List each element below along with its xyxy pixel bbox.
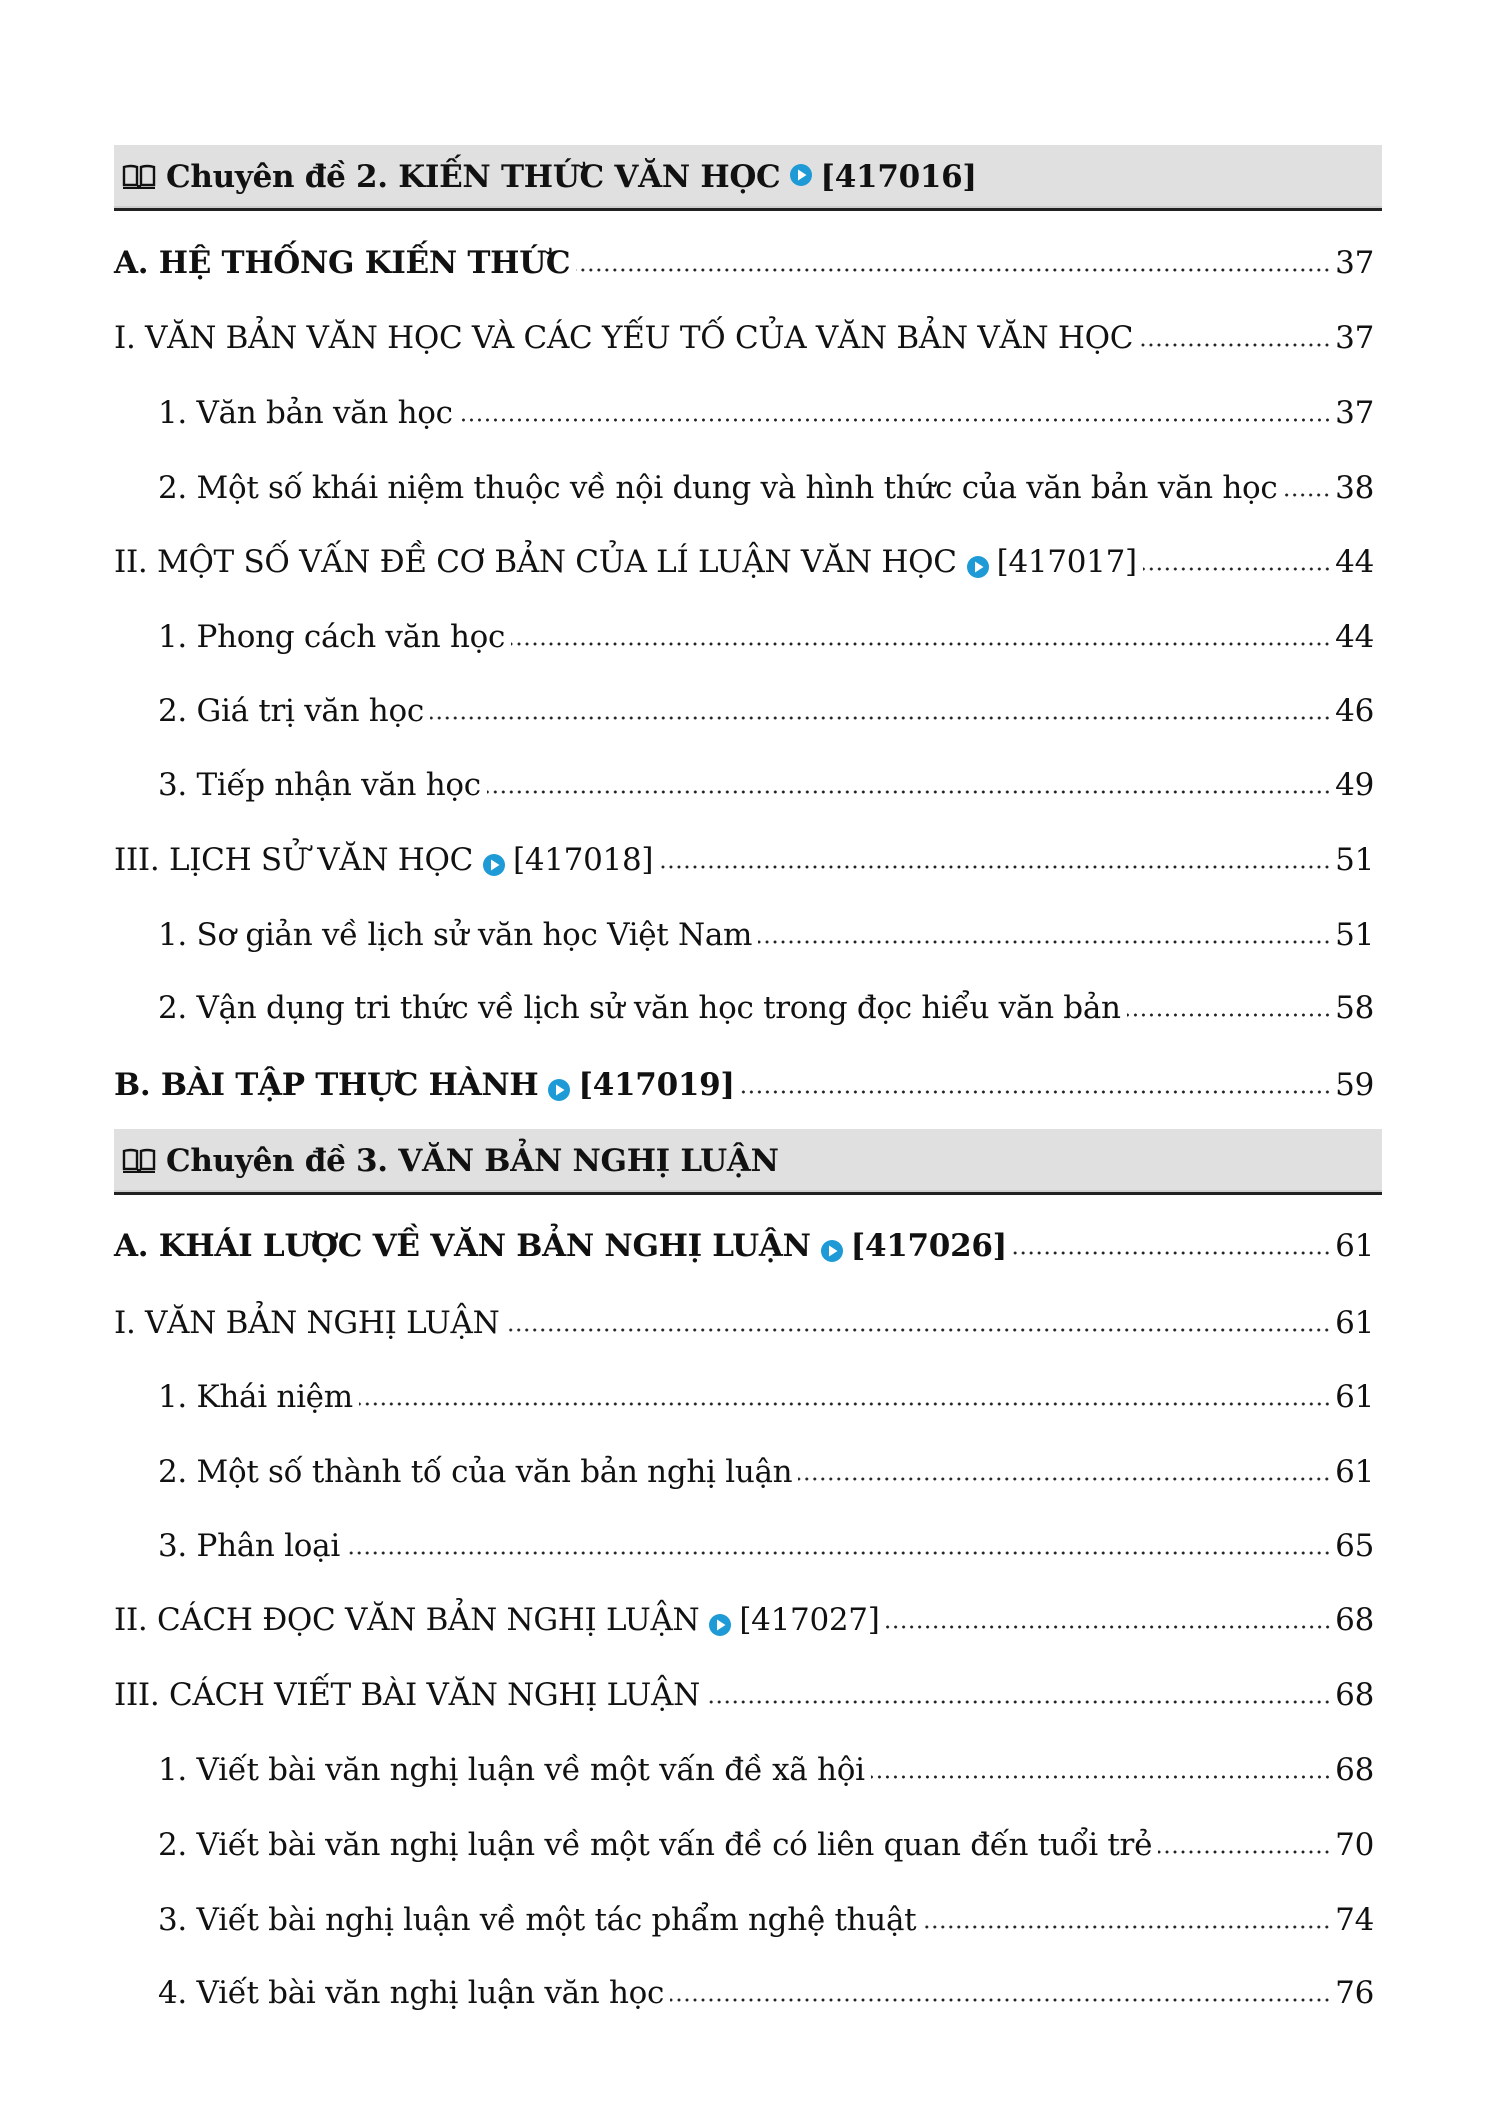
chapter-id[interactable]: [417016] bbox=[820, 158, 977, 195]
toc-entry[interactable] bbox=[158, 759, 1374, 803]
entry-label: 1. Văn bản văn học bbox=[158, 395, 453, 431]
entry-label: 1. Phong cách văn học bbox=[158, 619, 506, 655]
page-number: 61 bbox=[1335, 1305, 1374, 1341]
chapter-header[interactable] bbox=[114, 1129, 1382, 1195]
page-number: 49 bbox=[1335, 767, 1374, 803]
page-number: 68 bbox=[1335, 1602, 1374, 1638]
toc-entry[interactable] bbox=[158, 1520, 1374, 1564]
entry-label: I. VĂN BẢN NGHỊ LUẬN bbox=[114, 1305, 500, 1341]
play-video-icon[interactable] bbox=[967, 556, 989, 578]
dot-leader bbox=[459, 418, 1331, 422]
entry-label: II. CÁCH ĐỌC VĂN BẢN NGHỊ LUẬN bbox=[114, 1602, 700, 1638]
toc-entry[interactable] bbox=[114, 1669, 1374, 1713]
page-number: 44 bbox=[1335, 619, 1374, 655]
toc-entry[interactable] bbox=[158, 1819, 1374, 1863]
toc-entry[interactable] bbox=[114, 834, 1374, 878]
play-video-icon[interactable] bbox=[483, 854, 505, 876]
toc-entry[interactable] bbox=[158, 909, 1374, 953]
entry-label: 2. Viết bài văn nghị luận về một vấn đề có liên quan đến tuổi trẻ bbox=[158, 1827, 1153, 1863]
toc-entry[interactable] bbox=[158, 611, 1374, 655]
dot-leader bbox=[758, 940, 1331, 944]
chapter-title: Chuyên đề 3. VĂN BẢN NGHỊ LUẬN bbox=[166, 1142, 779, 1179]
entry-label: 2. Giá trị văn học bbox=[158, 693, 424, 729]
page-number: 51 bbox=[1335, 917, 1374, 953]
entry-id[interactable]: [417019] bbox=[578, 1067, 735, 1103]
dot-leader bbox=[798, 1477, 1331, 1481]
entry-label: A. HỆ THỐNG KIẾN THỨC bbox=[114, 245, 571, 281]
entry-id[interactable]: [417017] bbox=[996, 544, 1137, 580]
entry-label: II. MỘT SỐ VẤN ĐỀ CƠ BẢN CỦA LÍ LUẬN VĂN HỌC bbox=[114, 544, 957, 580]
page-number: 61 bbox=[1335, 1228, 1374, 1264]
page-number: 59 bbox=[1335, 1067, 1374, 1103]
entry-label: 3. Phân loại bbox=[158, 1528, 340, 1564]
page-number: 68 bbox=[1335, 1677, 1374, 1713]
entry-label: 1. Sơ giản về lịch sử văn học Việt Nam bbox=[158, 917, 753, 953]
page-number: 37 bbox=[1335, 245, 1374, 281]
page-number: 68 bbox=[1335, 1752, 1374, 1788]
page-number: 65 bbox=[1335, 1528, 1374, 1564]
page-number: 76 bbox=[1335, 1975, 1374, 2011]
book-icon bbox=[122, 164, 156, 190]
entry-label: III. CÁCH VIẾT BÀI VĂN NGHỊ LUẬN bbox=[114, 1677, 700, 1713]
dot-leader bbox=[871, 1775, 1331, 1779]
play-video-icon[interactable] bbox=[790, 164, 812, 186]
dot-leader bbox=[1143, 567, 1331, 571]
entry-label: 2. Một số khái niệm thuộc về nội dung và hình thức của văn bản văn học bbox=[158, 470, 1278, 506]
dot-leader bbox=[1158, 1850, 1331, 1854]
entry-label: 2. Một số thành tố của văn bản nghị luận bbox=[158, 1454, 793, 1490]
entry-id[interactable]: [417027] bbox=[739, 1602, 880, 1638]
dot-leader bbox=[922, 1925, 1331, 1929]
page-number: 37 bbox=[1335, 395, 1374, 431]
toc-entry[interactable] bbox=[114, 536, 1374, 580]
dot-leader bbox=[359, 1402, 1331, 1406]
toc-entry[interactable] bbox=[158, 462, 1374, 506]
toc-entry[interactable] bbox=[114, 1297, 1374, 1341]
toc-entry[interactable] bbox=[158, 1894, 1374, 1938]
dot-leader bbox=[430, 716, 1331, 720]
page-number: 37 bbox=[1335, 320, 1374, 356]
page-number: 70 bbox=[1335, 1827, 1374, 1863]
play-video-icon[interactable] bbox=[821, 1240, 843, 1262]
toc-entry[interactable] bbox=[114, 1220, 1374, 1264]
play-video-icon[interactable] bbox=[548, 1079, 570, 1101]
dot-leader bbox=[706, 1700, 1331, 1704]
book-icon bbox=[122, 1148, 156, 1174]
play-video-icon[interactable] bbox=[709, 1614, 731, 1636]
toc-entry[interactable] bbox=[158, 982, 1374, 1026]
dot-leader bbox=[1283, 493, 1331, 497]
dot-leader bbox=[487, 790, 1331, 794]
toc-entry[interactable] bbox=[114, 237, 1374, 281]
page-number: 44 bbox=[1335, 544, 1374, 580]
entry-label: B. BÀI TẬP THỰC HÀNH bbox=[114, 1067, 539, 1103]
entry-label: 3. Tiếp nhận văn học bbox=[158, 767, 481, 803]
chapter-title: Chuyên đề 2. KIẾN THỨC VĂN HỌC bbox=[166, 158, 781, 195]
toc-entry[interactable] bbox=[158, 685, 1374, 729]
entry-label: I. VĂN BẢN VĂN HỌC VÀ CÁC YẾU TỐ CỦA VĂN BẢN VĂN HỌC bbox=[114, 320, 1134, 356]
entry-label: A. KHÁI LƯỢC VỀ VĂN BẢN NGHỊ LUẬN bbox=[114, 1228, 811, 1264]
dot-leader bbox=[1127, 1013, 1331, 1017]
dot-leader bbox=[1013, 1251, 1331, 1255]
chapter-header[interactable] bbox=[114, 145, 1382, 211]
dot-leader bbox=[670, 1998, 1331, 2002]
dot-leader bbox=[346, 1551, 1331, 1555]
entry-label: III. LỊCH SỬ VĂN HỌC bbox=[114, 842, 474, 878]
toc-entry[interactable] bbox=[114, 1594, 1374, 1638]
toc-entry[interactable] bbox=[114, 1059, 1374, 1103]
page-number: 61 bbox=[1335, 1379, 1374, 1415]
entry-label: 2. Vận dụng tri thức về lịch sử văn học trong đọc hiểu văn bản bbox=[158, 990, 1121, 1026]
dot-leader bbox=[741, 1090, 1331, 1094]
entry-id[interactable]: [417018] bbox=[513, 842, 654, 878]
toc-entry[interactable] bbox=[158, 387, 1374, 431]
dot-leader bbox=[886, 1625, 1332, 1629]
dot-leader bbox=[511, 642, 1331, 646]
entry-label: 4. Viết bài văn nghị luận văn học bbox=[158, 1975, 665, 2011]
toc-entry[interactable] bbox=[114, 312, 1374, 356]
entry-id[interactable]: [417026] bbox=[850, 1228, 1007, 1264]
dot-leader bbox=[1139, 343, 1331, 347]
page-number: 38 bbox=[1335, 470, 1374, 506]
page-number: 51 bbox=[1335, 842, 1374, 878]
dot-leader bbox=[505, 1328, 1331, 1332]
toc-entry[interactable] bbox=[158, 1744, 1374, 1788]
toc-entry[interactable] bbox=[158, 1371, 1374, 1415]
dot-leader bbox=[659, 865, 1331, 869]
entry-label: 3. Viết bài nghị luận về một tác phẩm nghệ thuật bbox=[158, 1902, 917, 1938]
page-number: 74 bbox=[1335, 1902, 1374, 1938]
entry-label: 1. Viết bài văn nghị luận về một vấn đề xã hội bbox=[158, 1752, 865, 1788]
toc-entry[interactable] bbox=[158, 1446, 1374, 1490]
page-number: 58 bbox=[1335, 990, 1374, 1026]
page-number: 61 bbox=[1335, 1454, 1374, 1490]
page-number: 46 bbox=[1335, 693, 1374, 729]
dot-leader bbox=[576, 268, 1331, 272]
toc-entry[interactable] bbox=[158, 1967, 1374, 2011]
entry-label: 1. Khái niệm bbox=[158, 1379, 353, 1415]
